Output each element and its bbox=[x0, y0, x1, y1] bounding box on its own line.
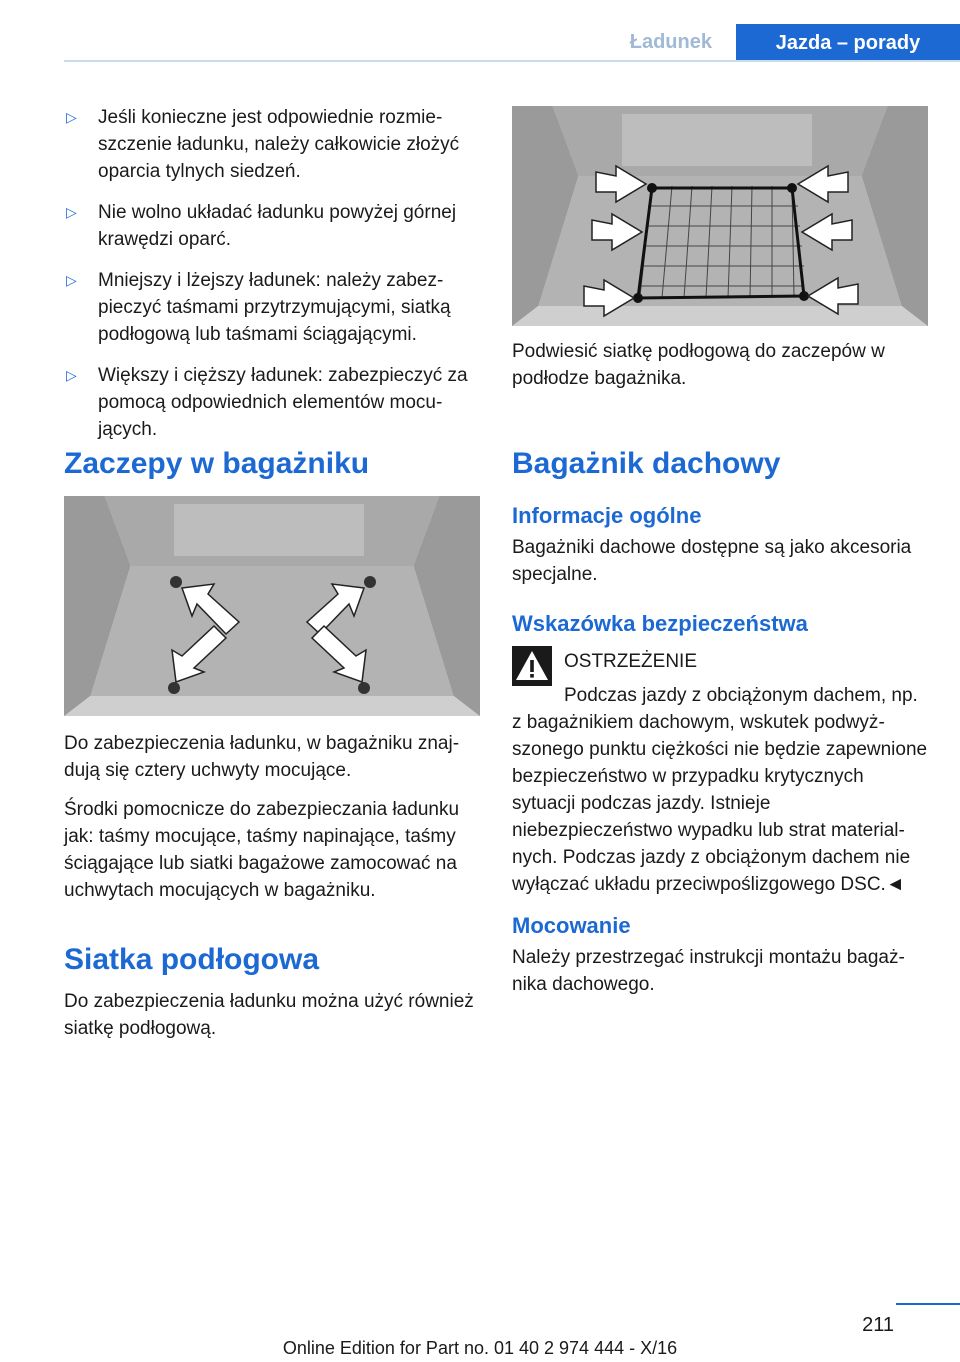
triangle-right-icon: ▷ bbox=[66, 109, 77, 125]
heading-hooks: Zaczepy w bagażniku bbox=[64, 447, 370, 480]
page-header bbox=[0, 0, 960, 62]
subheading-general: Informacje ogólne bbox=[512, 503, 702, 528]
list-item bbox=[64, 104, 480, 185]
list-item bbox=[64, 267, 480, 348]
section-tab: Ładunek bbox=[629, 30, 712, 53]
list-item bbox=[64, 199, 480, 253]
floor-net-paragraph: Do zabezpieczenia ładunku można użyć również siatkę podłogową. bbox=[64, 991, 474, 1039]
bullet-text: Większy i cięższy ładunek: zabezpieczyć za pomocą odpowiednich elementów mocujących. bbox=[98, 365, 468, 440]
floor-net-caption: Podwiesić siatkę podłogową do zaczepów w podłodze bagażnika. bbox=[512, 341, 885, 389]
subheading-safety: Wskazówka bezpieczeństwa bbox=[512, 611, 808, 636]
list-item bbox=[64, 362, 480, 443]
header-divider bbox=[64, 60, 960, 62]
subheading-mounting: Mocowanie bbox=[512, 913, 631, 938]
page-number: 211 bbox=[862, 1314, 894, 1336]
trunk-hooks-photo bbox=[64, 496, 480, 716]
warning-title: OSTRZEŻENIE bbox=[564, 651, 698, 672]
hooks-paragraph-1: Do zabezpieczenia ładunku, w bagażniku znajdują się cztery uchwyty mocujące. bbox=[64, 733, 460, 781]
triangle-right-icon: ▷ bbox=[66, 367, 77, 383]
warning-triangle-icon bbox=[512, 646, 552, 686]
warning-text: Podczas jazdy z obciążonym dachem, np. z bagażnikiem dachowym, wskutek podwyższonego punktu ciężkości nie będzie zapewnione bezpieczeństwo w przypadku krytycznych sytuacji podczas jazdy. Istnieje niebezpieczeństwo wypadku lub strat materialnych. Podczas jazdy z obciążonym dachem nie wyłączać układu przeciwpoślizgowego DSC.◄ bbox=[512, 685, 928, 895]
bullet-text: Mniejszy i lżejszy ładunek: należy zabezpieczyć taśmami przytrzymującymi, siatką podłogową lub taśmami ściągającymi. bbox=[98, 270, 451, 345]
floor-net-photo bbox=[512, 106, 928, 326]
mounting-paragraph: Należy przestrzegać instrukcji montażu bagażnika dachowego. bbox=[512, 947, 905, 995]
hooks-paragraph-2: Środki pomocnicze do zabezpieczania ładunku jak: taśmy mocujące, taśmy napinające, taśmy ściągające lub siatki bagażowe zamocować na uchwytach mocujących w bagażniku. bbox=[64, 799, 460, 901]
chapter-tab: Jazda – porady bbox=[736, 24, 960, 62]
general-paragraph: Bagażniki dachowe dostępne są jako akcesoria specjalne. bbox=[512, 537, 912, 585]
edition-note: Online Edition for Part no. 01 40 2 974 444 - X/16 bbox=[282, 1338, 678, 1358]
bullet-text: Jeśli konieczne jest odpowiednie rozmieszczenie ładunku, należy całkowicie złożyć oparcia tylnych siedzeń. bbox=[98, 107, 460, 182]
bullet-text: Nie wolno układać ładunku powyżej górnej krawędzi oparć. bbox=[98, 202, 457, 250]
triangle-right-icon: ▷ bbox=[66, 272, 77, 288]
bullet-list bbox=[64, 104, 480, 457]
triangle-right-icon: ▷ bbox=[66, 204, 77, 220]
heading-roof-rack: Bagażnik dachowy bbox=[512, 447, 781, 480]
heading-floor-net: Siatka podłogowa bbox=[64, 943, 320, 976]
footer-divider bbox=[896, 1303, 960, 1305]
